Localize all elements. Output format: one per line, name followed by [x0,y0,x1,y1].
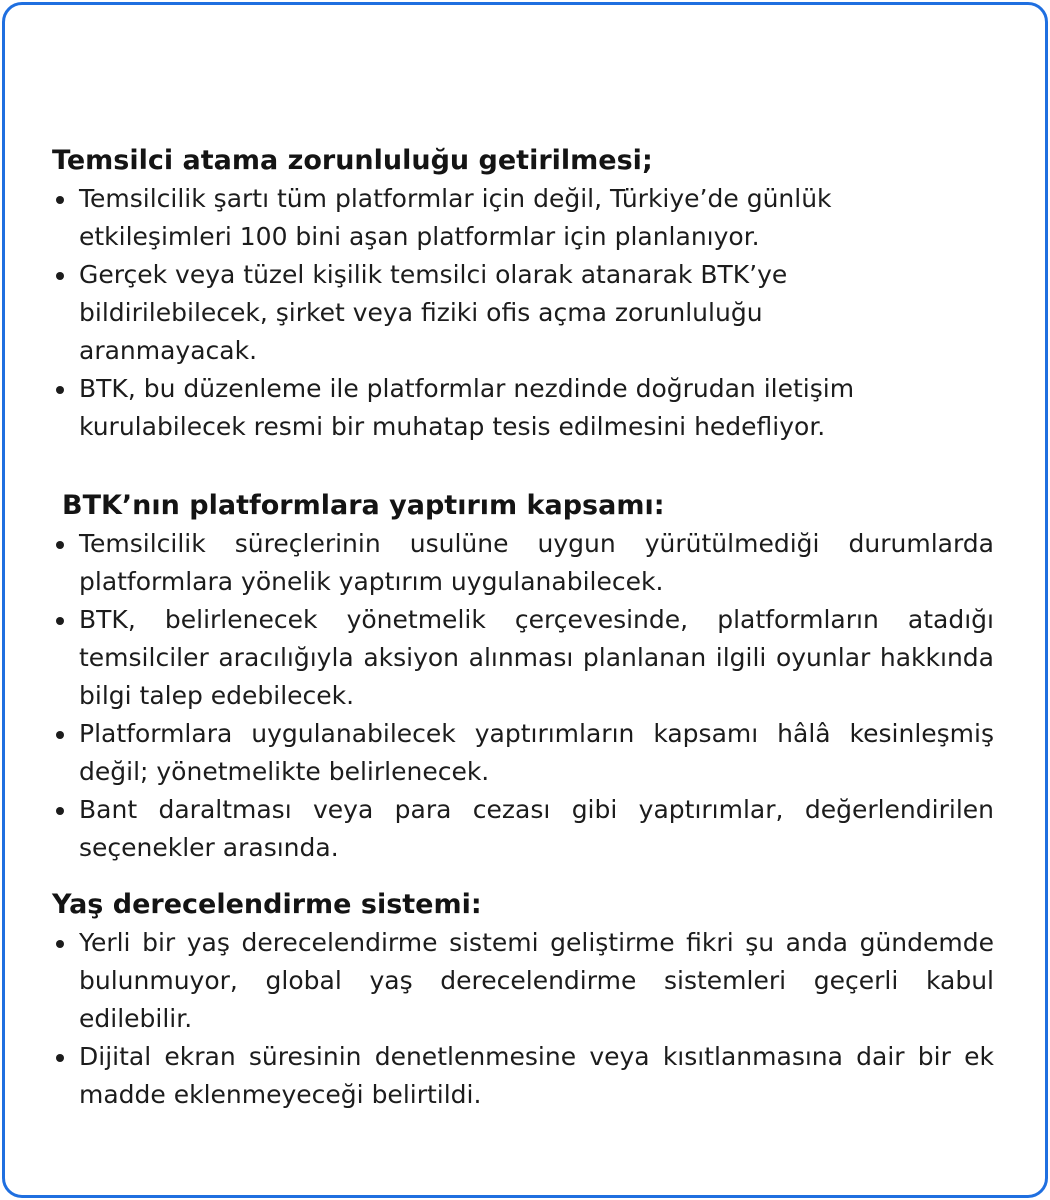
bullet-icon [56,1054,64,1062]
list-item: Gerçek veya tüzel kişilik temsilci olarak atanarak BTK’ye bildirilebilecek, şirket veya fiziki ofis açma zorunluluğu aranmayacak. [52,256,932,370]
list-item: BTK, belirlenecek yönetmelik çerçevesinde, platformların atadığı temsilciler aracılığıyla aksiyon alınması planlanan ilgili oyunlar hakkında bilgi talep edebilecek. [52,601,994,715]
section-heading-sanctions: BTK’nın platformlara yaptırım kapsamı: [62,490,665,521]
section-list-sanctions [52,525,994,867]
list-item: Temsilcilik şartı tüm platformlar için değil, Türkiye’de günlük etkileşimleri 100 bini aşan platformlar için planlanıyor. [52,180,932,256]
section-list-representative [52,180,932,446]
bullet-icon [56,196,64,204]
list-item: BTK, bu düzenleme ile platformlar nezdinde doğrudan iletişim kurulabilecek resmi bir muhatap tesis edilmesini hedefliyor. [52,370,932,446]
bullet-icon [56,386,64,394]
list-item: Yerli bir yaş derecelendirme sistemi geliştirme fikri şu anda gündemde bulunmuyor, global yaş derecelendirme sistemleri geçerli kabul edilebilir. [52,924,994,1038]
bullet-icon [56,807,64,815]
section-heading-representative: Temsilci atama zorunluluğu getirilmesi; [52,145,653,176]
list-item: Dijital ekran süresinin denetlenmesine veya kısıtlanmasına dair bir ek madde eklenmeyeceği belirtildi. [52,1038,994,1114]
list-item: Bant daraltması veya para cezası gibi yaptırımlar, değerlendirilen seçenekler arasında. [52,791,994,867]
bullet-icon [56,617,64,625]
bullet-icon [56,731,64,739]
bullet-icon [56,272,64,280]
list-item: Platformlara uygulanabilecek yaptırımların kapsamı hâlâ kesinleşmiş değil; yönetmelikte belirlenecek. [52,715,994,791]
section-heading-age-rating: Yaş derecelendirme sistemi: [52,889,482,920]
bullet-icon [56,541,64,549]
section-list-age-rating [52,924,994,1114]
bullet-icon [56,940,64,948]
list-item: Temsilcilik süreçlerinin usulüne uygun yürütülmediği durumlarda platformlara yönelik yaptırım uygulanabilecek. [52,525,994,601]
